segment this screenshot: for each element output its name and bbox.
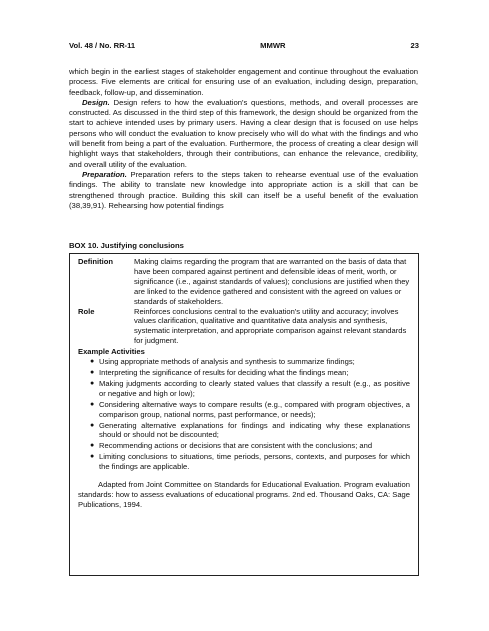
- bullet-icon: ●: [90, 421, 95, 429]
- definition-label: Definition: [78, 257, 114, 266]
- definition-row: [78, 257, 410, 307]
- list-item: [90, 421, 410, 441]
- definition-text: Making claims regarding the program that are warranted on the basis of data that have been compared against pertinent and defensible ideas of merit, worth, or significance (i.e., against standards of values); conclusions are justified when they are linked to the evidence gathered and consistent with the agreed on values or standards of stakeholders.: [134, 257, 410, 306]
- role-label: Role: [78, 306, 95, 316]
- role-row: [78, 307, 410, 347]
- list-item: [90, 368, 410, 378]
- page-number: 23: [410, 41, 419, 50]
- list-item: [90, 452, 410, 472]
- design-text: Design refers to how the evaluation's questions, methods, and overall processes are constructed. As discussed in the third step of this framework, the design should be organized from the start to achieve intended uses by primary users. Having a clear design that is focused on use helps persons who will conduct the evaluation to know precisely who will do what with the findings and who will benefit from being a part of the evaluation. Furthermore, the process of creating a clear design will highlight ways that stakeholders, through their contributions, can enhance the relevance, credibility, and overall utility of the evaluation.: [69, 97, 418, 169]
- volume-issue: Vol. 48 / No. RR-11: [69, 41, 136, 50]
- activity-text: Generating alternative explanations for findings and indicating why these explanations should or should not be discounted;: [99, 420, 410, 440]
- paragraph-preparation: [69, 170, 418, 211]
- box-title: BOX 10. Justifying conclusions: [69, 241, 184, 250]
- source-citation: Adapted from Joint Committee on Standards for Educational Evaluation. Program evaluation standards: how to assess evaluations of educational programs. 2nd ed. Thousand Oaks, CA: Sage Publications, 1994.: [78, 480, 410, 509]
- body-text: [69, 67, 418, 211]
- activity-text: Using appropriate methods of analysis and synthesis to summarize findings;: [99, 357, 355, 367]
- list-item: [90, 400, 410, 420]
- activity-text: Recommending actions or decisions that are consistent with the conclusions; and: [99, 441, 373, 451]
- list-item: [90, 379, 410, 399]
- activity-text: Interpreting the significance of results for deciding what the findings mean;: [99, 367, 349, 377]
- bullet-icon: ●: [90, 358, 95, 366]
- role-text: Reinforces conclusions central to the evaluation's utility and accuracy; involves values clarification, qualitative and quantitative data analysis and synthesis, systematic interpretation, and appropriate comparison against relevant standards for judgment.: [134, 306, 407, 346]
- running-header: [69, 41, 419, 50]
- bullet-icon: ●: [90, 400, 95, 408]
- activity-text: Limiting conclusions to situations, time periods, persons, contexts, and purposes for which the findings are applicable.: [99, 452, 410, 472]
- activities-list: [78, 357, 410, 472]
- bullet-icon: ●: [90, 442, 95, 450]
- activity-text: Considering alternative ways to compare results (e.g., compared with program objectives, a comparison group, national norms, past performance, or needs);: [99, 399, 410, 419]
- preparation-text: Preparation refers to the steps taken to rehearse eventual use of the evaluation findings. The ability to translate new knowledge into appropriate action is a skill that can be strengthened through practice. Building this skill can itself be a useful benefit of the evaluation (38,39,91). Rehearsing how potential findings: [69, 169, 418, 210]
- bullet-icon: ●: [90, 368, 95, 376]
- bullet-icon: ●: [90, 379, 95, 387]
- examples-heading: Example Activities: [78, 347, 145, 357]
- journal-name: MMWR: [260, 41, 286, 50]
- justifying-conclusions-box: [69, 253, 419, 576]
- list-item: [90, 441, 410, 451]
- bullet-icon: ●: [90, 453, 95, 461]
- paragraph-design: [69, 98, 418, 170]
- preparation-term: Preparation.: [82, 169, 127, 179]
- activity-text: Making judgments according to clearly stated values that classify a result (e.g., as positive or negative and high or low);: [99, 378, 410, 398]
- design-term: Design.: [82, 97, 110, 107]
- paragraph-continuation: which begin in the earliest stages of stakeholder engagement and continue throughout the evaluation process. Five elements are critical for ensuring use of an evaluation, including design, preparation, feedback, follow-up, and dissemination.: [69, 67, 418, 97]
- list-item: [90, 357, 410, 367]
